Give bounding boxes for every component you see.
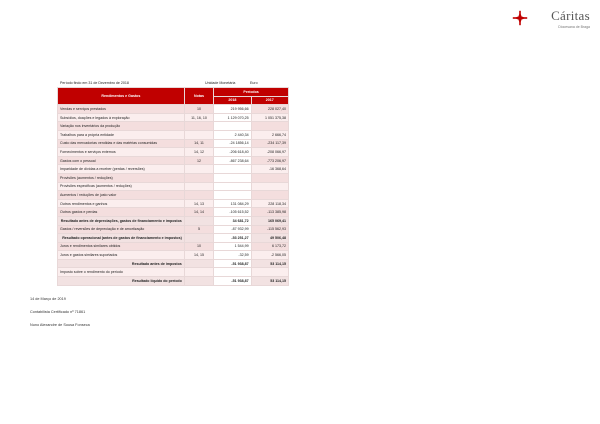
- logo-name: Cáritas: [551, 8, 590, 23]
- col-header-periods: Períodos: [214, 88, 289, 97]
- table-row: [58, 268, 289, 277]
- row-label: Provisões específicas (aumentos / reduções): [58, 182, 185, 191]
- row-value-2018: [214, 182, 251, 191]
- footer-date: 14 de Março de 2019: [30, 297, 66, 301]
- table-row: [58, 191, 289, 200]
- table-row: [58, 225, 289, 234]
- row-value-2017: [251, 191, 288, 200]
- row-value-2017: -113 385,98: [251, 208, 288, 217]
- period-label: Período findo em 31 de Dezembro de 2018: [60, 81, 129, 85]
- row-value-2017: [251, 182, 288, 191]
- table-row: [58, 216, 289, 225]
- row-value-2017: [251, 173, 288, 182]
- row-label: Resultado antes de depreciações, gastos de financiamento e impostos: [58, 216, 185, 225]
- row-label: Imparidade de dívidas a receber (perdas / reversões): [58, 165, 185, 174]
- row-value-2017: 6 173,72: [251, 242, 288, 251]
- row-value-2018: -32,59: [214, 251, 251, 260]
- row-value-2018: 2 440,34: [214, 130, 251, 139]
- col-header-2018: 2018: [214, 96, 251, 105]
- col-header-notes: Notas: [184, 88, 213, 105]
- row-value-2018: -53 251,27: [214, 234, 251, 243]
- row-label: Juros e gastos similares suportados: [58, 251, 185, 260]
- row-note: 14, 12: [184, 148, 213, 157]
- row-label: Resultado antes de impostos: [58, 259, 185, 268]
- table-row: [58, 122, 289, 131]
- row-note: [184, 182, 213, 191]
- row-value-2017: -208 066,97: [251, 148, 288, 157]
- row-value-2017: -773 206,97: [251, 156, 288, 165]
- table-row: [58, 259, 289, 268]
- row-value-2017: -234 117,39: [251, 139, 288, 148]
- row-label: Gastos com o pessoal: [58, 156, 185, 165]
- currency-label: Euro: [250, 81, 258, 85]
- row-value-2018: 1 544,99: [214, 242, 251, 251]
- row-value-2018: [214, 268, 251, 277]
- row-value-2018: -87 932,99: [214, 225, 251, 234]
- row-label: Subsídios, doações e legados à exploração: [58, 113, 185, 122]
- row-value-2018: 34 681,72: [214, 216, 251, 225]
- row-label: Fornecimentos e serviços externos: [58, 148, 185, 157]
- row-label: Outros rendimentos e ganhos: [58, 199, 185, 208]
- table-row: [58, 242, 289, 251]
- row-note: [184, 216, 213, 225]
- row-note: 14, 15: [184, 251, 213, 260]
- row-label: Gastos / reversões de depreciação e de amortização: [58, 225, 185, 234]
- row-value-2018: -206 618,40: [214, 148, 251, 157]
- row-note: 14, 14: [184, 208, 213, 217]
- row-note: [184, 165, 213, 174]
- row-value-2017: -16 368,64: [251, 165, 288, 174]
- row-value-2018: -51 938,87: [214, 259, 251, 268]
- row-value-2017: -115 562,93: [251, 225, 288, 234]
- row-note: [184, 234, 213, 243]
- row-note: 10: [184, 105, 213, 114]
- row-label: Provisões (aumentos / reduções): [58, 173, 185, 182]
- table-row: [58, 113, 289, 122]
- row-value-2018: -105 615,52: [214, 208, 251, 217]
- table-row: [58, 199, 289, 208]
- row-value-2018: 1 129 070,25: [214, 113, 251, 122]
- row-value-2018: -51 938,87: [214, 277, 251, 286]
- row-label: Juros e rendimentos similares obtidos: [58, 242, 185, 251]
- row-value-2017: -2 566,05: [251, 251, 288, 260]
- table-row: [58, 277, 289, 286]
- row-value-2018: [214, 165, 251, 174]
- caritas-cross-icon: [512, 10, 528, 26]
- table-row: [58, 234, 289, 243]
- row-value-2017: 49 506,48: [251, 234, 288, 243]
- col-header-label: Rendimentos e Gastos: [58, 88, 185, 105]
- table-row: [58, 182, 289, 191]
- row-value-2018: [214, 191, 251, 200]
- row-note: 5: [184, 225, 213, 234]
- logo-subtitle: Diocesana de Braga: [558, 25, 590, 29]
- row-value-2017: 228 118,34: [251, 199, 288, 208]
- row-note: 10: [184, 242, 213, 251]
- row-note: [184, 268, 213, 277]
- row-note: 11, 16, 10: [184, 113, 213, 122]
- col-header-2017: 2017: [251, 96, 288, 105]
- table-row: [58, 251, 289, 260]
- row-value-2017: 165 069,41: [251, 216, 288, 225]
- row-label: Resultado líquido do período: [58, 277, 185, 286]
- table-row: [58, 148, 289, 157]
- row-label: Trabalhos para a própria entidade: [58, 130, 185, 139]
- row-label: Aumentos / reduções de justo valor: [58, 191, 185, 200]
- income-statement-table: [57, 87, 289, 286]
- row-note: [184, 259, 213, 268]
- row-value-2018: 131 084,29: [214, 199, 251, 208]
- row-value-2018: -24 1856,14: [214, 139, 251, 148]
- row-value-2017: 2 666,74: [251, 130, 288, 139]
- table-row: [58, 173, 289, 182]
- row-value-2017: 53 114,15: [251, 277, 288, 286]
- row-value-2018: [214, 173, 251, 182]
- row-note: [184, 277, 213, 286]
- row-label: Variação nos inventários da produção: [58, 122, 185, 131]
- table-row: [58, 208, 289, 217]
- row-note: 14, 11: [184, 139, 213, 148]
- row-note: [184, 173, 213, 182]
- row-value-2017: 1 051 375,38: [251, 113, 288, 122]
- table-row: [58, 130, 289, 139]
- table-row: [58, 139, 289, 148]
- table-row: [58, 156, 289, 165]
- table-row: [58, 165, 289, 174]
- row-value-2017: 53 114,15: [251, 259, 288, 268]
- row-note: [184, 130, 213, 139]
- row-value-2018: 219 956,66: [214, 105, 251, 114]
- footer-accountant: Contabilista Certificado nº 71861: [30, 310, 86, 314]
- row-label: Resultado operacional (antes de gastos de financiamento e impostos): [58, 234, 185, 243]
- row-note: [184, 191, 213, 200]
- row-label: Outros gastos e perdas: [58, 208, 185, 217]
- row-label: Vendas e serviços prestados: [58, 105, 185, 114]
- row-value-2018: [214, 122, 251, 131]
- row-note: [184, 122, 213, 131]
- caritas-logo: [512, 8, 590, 29]
- row-value-2018: -867 238,64: [214, 156, 251, 165]
- row-note: 12: [184, 156, 213, 165]
- footer-name: Nuno Alexandre de Sousa Fonseca: [30, 323, 90, 327]
- table-row: [58, 105, 289, 114]
- row-note: 14, 13: [184, 199, 213, 208]
- row-value-2017: [251, 268, 288, 277]
- row-label: Custo das mercadorias vendidas e das matérias consumidas: [58, 139, 185, 148]
- row-label: Imposto sobre o rendimento do período: [58, 268, 185, 277]
- row-value-2017: [251, 122, 288, 131]
- row-value-2017: 228 027,40: [251, 105, 288, 114]
- unit-label: Unidade Monetária: [205, 81, 236, 85]
